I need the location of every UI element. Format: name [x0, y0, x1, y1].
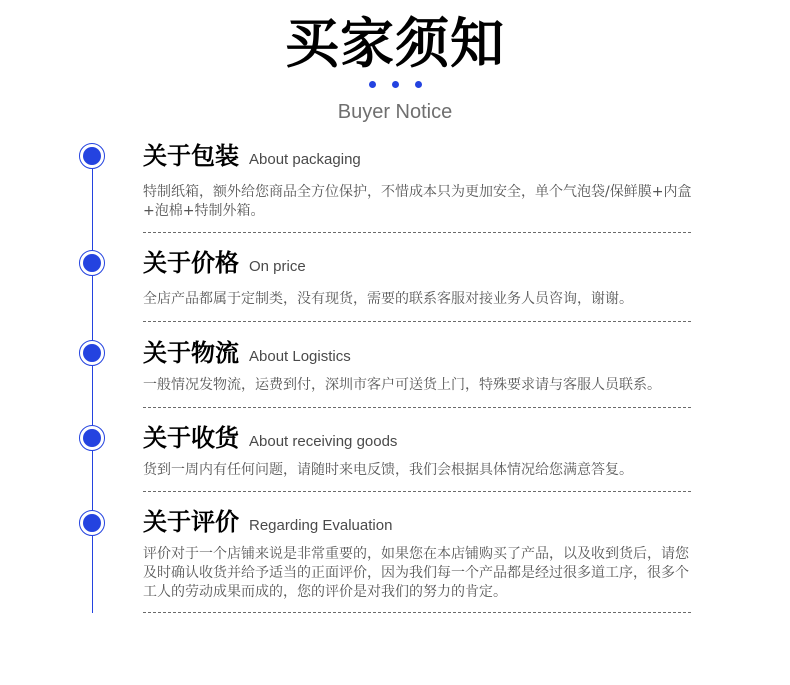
dot-icon	[415, 81, 422, 88]
dot-icon	[369, 81, 376, 88]
page-title: 买家须知	[285, 12, 505, 75]
timeline-marker-icon	[79, 143, 105, 169]
section-divider	[143, 612, 691, 613]
section-divider	[143, 491, 691, 492]
timeline-marker-icon	[79, 510, 105, 536]
timeline-marker-icon	[79, 250, 105, 276]
dot-icon	[392, 81, 399, 88]
timeline-line	[92, 156, 93, 613]
section-header	[143, 507, 392, 541]
section-header	[143, 338, 351, 372]
section-title-en: About Logistics	[249, 348, 351, 365]
section-title: 关于价格	[143, 249, 239, 277]
section-title-en: Regarding Evaluation	[249, 517, 393, 534]
section-title: 关于评价	[143, 508, 239, 536]
timeline-marker-icon	[79, 425, 105, 451]
section-body: 特制纸箱，额外给您商品全方位保护，不惜成本只为更加安全，单个气泡袋/保鲜膜+内盒+泡棉+特制外箱。	[143, 184, 692, 219]
section-title-en: About receiving goods	[249, 433, 398, 450]
section-body: 评价对于一个店铺来说是非常重要的，如果您在本店铺购买了产品，以及收到货后，请您及时确认收货并给予适当的正面评价，因为我们每一个产品都是经过很多道工序，很多个工人的劳动成果而成的，您的评价是对我们的努力的肯定。	[143, 546, 689, 600]
section-header	[143, 141, 361, 175]
section-title: 关于包装	[143, 142, 239, 170]
section-body: 全店产品都属于定制类，没有现货，需要的联系客服对接业务人员咨询，谢谢。	[143, 291, 633, 307]
section-divider	[143, 321, 691, 322]
title-dots-decoration	[0, 81, 790, 89]
section-title: 关于收货	[143, 424, 239, 452]
section-header	[143, 248, 306, 282]
section-title-en: About packaging	[249, 151, 361, 168]
section-divider	[143, 232, 691, 233]
section-body: 一般情况发物流，运费到付，深圳市客户可送货上门，特殊要求请与客服人员联系。	[143, 377, 661, 393]
page-subtitle: Buyer Notice	[337, 101, 453, 123]
section-title: 关于物流	[143, 339, 239, 367]
section-header	[143, 423, 397, 457]
section-title-en: On price	[249, 258, 306, 275]
section-divider	[143, 407, 691, 408]
timeline-marker-icon	[79, 340, 105, 366]
section-body: 货到一周内有任何问题，请随时来电反馈，我们会根据具体情况给您满意答复。	[143, 462, 633, 478]
